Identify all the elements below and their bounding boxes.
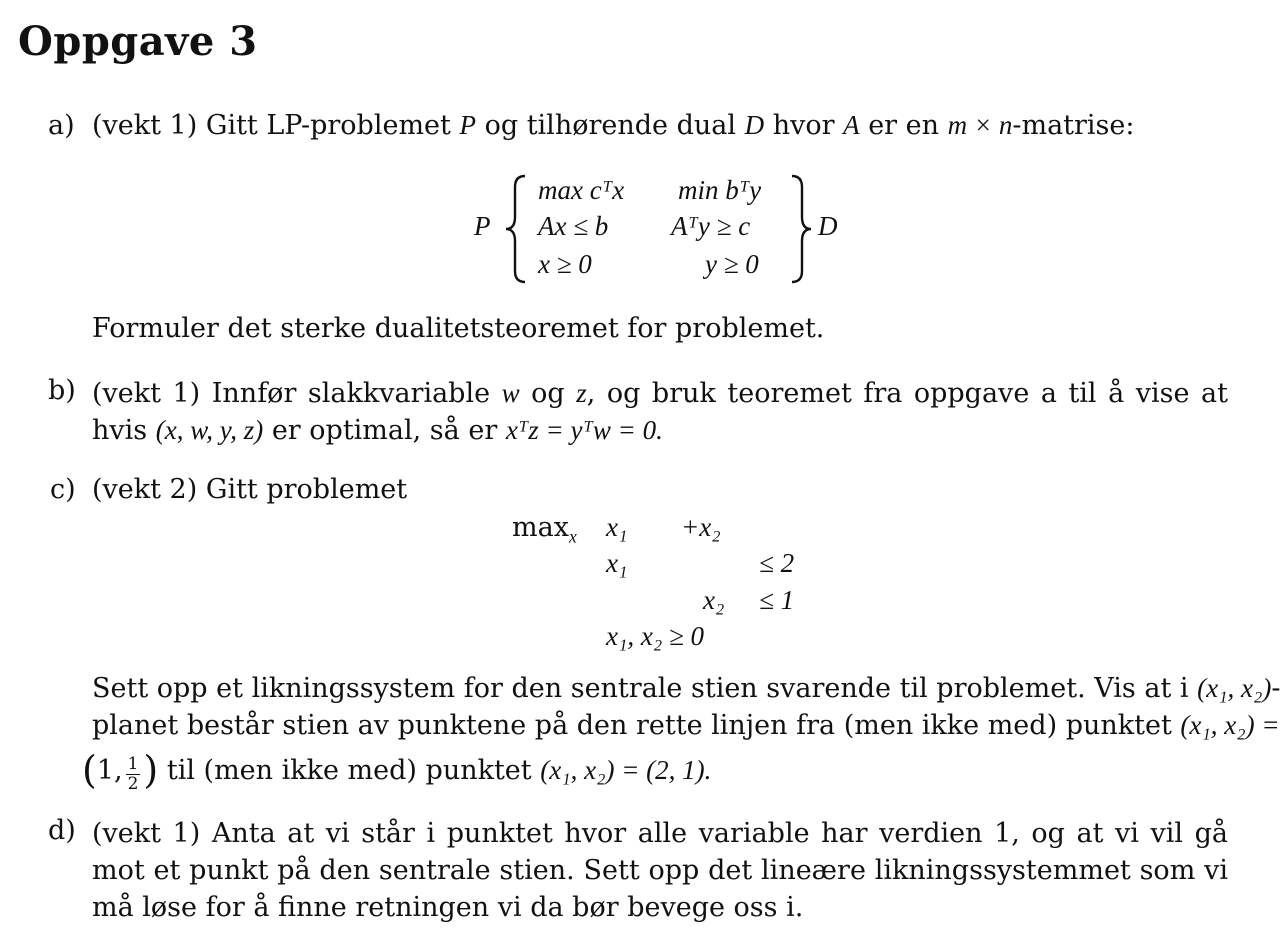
lp-nonneg: x₁, x₂ ≥ 0: [606, 621, 705, 651]
b-weight: (vekt 1): [92, 378, 201, 409]
c-intro-line: [92, 474, 407, 505]
b-z: z: [576, 378, 587, 408]
lp-c2-rhs: ≤ 1: [759, 585, 795, 615]
label-a: a): [48, 110, 75, 141]
label-b: b): [48, 375, 76, 406]
fraction-half: [126, 755, 141, 794]
lp-c1-rhs: ≤ 2: [759, 548, 795, 578]
b-eq: xᵀz = yᵀw = 0.: [505, 415, 663, 445]
a-mn: m × n: [947, 110, 1013, 140]
b-tuple: (x, w, y, z): [155, 415, 264, 445]
a-A: A: [843, 110, 860, 140]
d-text: [92, 815, 1228, 926]
b-text: [92, 375, 1228, 449]
a-t1: og tilhørende dual: [484, 110, 736, 141]
c-pt1: 1,: [96, 755, 123, 786]
a-P: P: [459, 110, 476, 140]
primal-objective: max cᵀx: [538, 175, 625, 205]
a-t4: -matrise:: [1012, 110, 1135, 141]
dual-objective: min bᵀy: [678, 175, 762, 205]
dual-constraint: Aᵀy ≥ c: [671, 211, 751, 241]
right-brace-icon: [786, 173, 814, 285]
a-intro-line: [92, 110, 1135, 141]
c-p2: -: [1271, 673, 1280, 704]
c-para-line2: [92, 710, 1280, 741]
c-para-line3: [82, 748, 711, 794]
open-paren-icon: (: [82, 748, 97, 792]
a-intro: Gitt LP-problemet: [205, 110, 451, 141]
frac-den: 2: [127, 774, 139, 794]
page-title: Oppgave 3: [18, 18, 258, 65]
c-p3-eq: (x₁, x₂) =: [1180, 710, 1280, 740]
d-body: Anta at vi står i punktet hvor alle variable har verdien 1, og at vi vil gå mot et punkt på den sentrale stien. Sett opp det lineære likningssystemmet som vi må løse for å finne retningen vi da bør bevege oss i.: [92, 818, 1228, 923]
lp-obj-x2: +x₂: [681, 512, 721, 542]
label-c: c): [50, 474, 76, 505]
d-weight: (vekt 1): [92, 818, 201, 849]
c-para-line1: [92, 673, 1280, 704]
close-paren-icon: ): [143, 748, 159, 792]
system-P-label: P: [474, 211, 491, 241]
lp-max-sub: x: [568, 526, 577, 547]
b-t2: og: [531, 378, 565, 409]
lp-max: $\max_x$: [512, 512, 577, 547]
system-D-label: D: [818, 211, 838, 241]
frac-num: 1: [127, 754, 139, 774]
a-weight: (vekt 1): [92, 110, 198, 141]
c-weight: (vekt 2): [92, 474, 198, 505]
b-t4: er optimal, så er: [271, 415, 498, 446]
label-d: d): [48, 815, 76, 846]
b-t1: Innfør slakkvariable: [211, 378, 491, 409]
c-intro: Gitt problemet: [205, 474, 408, 505]
left-brace-icon: [503, 173, 531, 285]
a-t2: hvor: [772, 110, 835, 141]
a-t3: er en: [868, 110, 940, 141]
dual-nonneg: y ≥ 0: [705, 249, 759, 279]
c-p4-eq: (x₁, x₂) = (2, 1).: [540, 755, 712, 785]
primal-constraint: Ax ≤ b: [538, 211, 609, 241]
a-D: D: [744, 110, 765, 140]
c-pair: (x₁, x₂): [1197, 673, 1272, 703]
c-p3: planet består stien av punktene på den rette linjen fra (men ikke med) punktet: [92, 710, 1172, 741]
b-w: w: [501, 378, 520, 408]
c-p1: Sett opp et likningssystem for den sentrale stien svarende til problemet. Vis at i: [92, 673, 1189, 704]
b-t3: , og bruk teoremet fra oppgave a til å vise at hvis: [92, 378, 1228, 446]
c-p4: til (men ikke med) punktet: [166, 755, 532, 786]
primal-nonneg: x ≥ 0: [538, 249, 592, 279]
lp-c2-x2: x₂: [703, 585, 725, 615]
lp-c1-x1: x₁: [606, 548, 628, 578]
lp-obj-x1: x₁: [606, 512, 628, 542]
a-question: Formuler det sterke dualitetsteoremet for problemet.: [92, 313, 825, 344]
